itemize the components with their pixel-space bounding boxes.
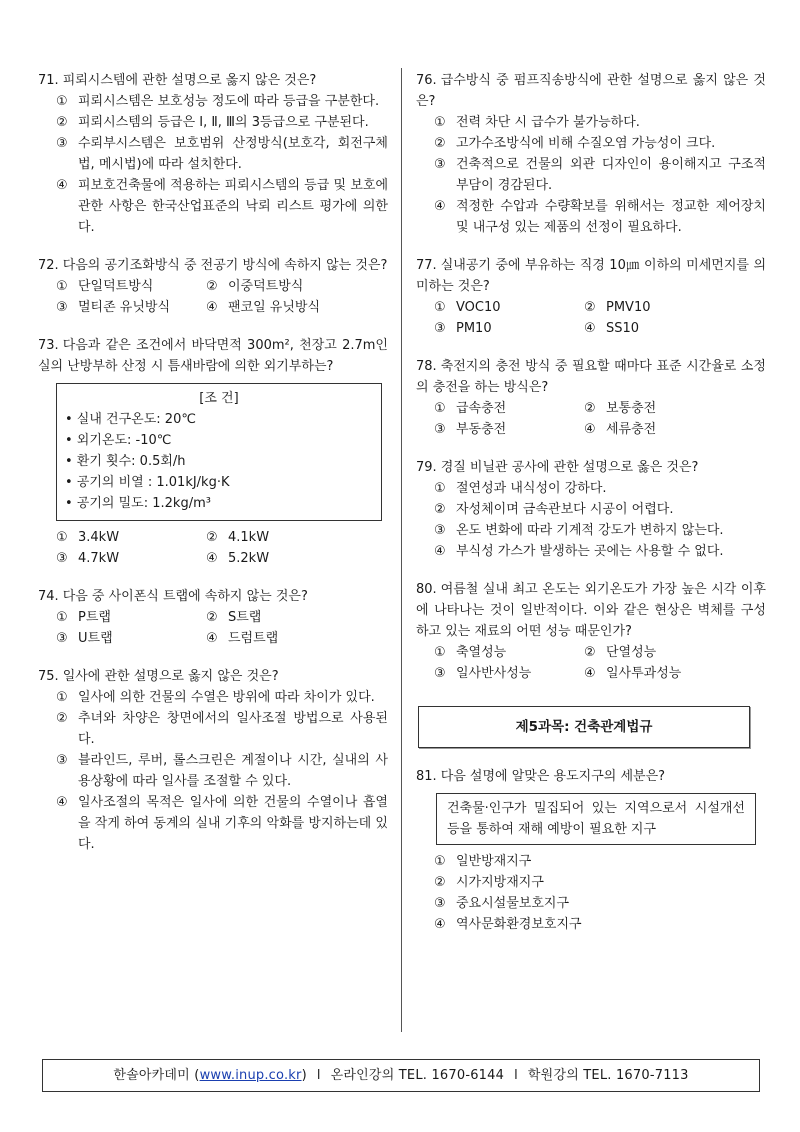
question-stem: 축전지의 충전 방식 중 필요할 때마다 표준 시간율로 소정의 충전을 하는 방식은? bbox=[416, 359, 766, 395]
question-text bbox=[416, 356, 766, 398]
option-text: 일사조절의 목적은 일사에 의한 건물의 수열이나 흡열을 작게 하여 동계의 실내 기후의 악화를 방지하는데 있다. bbox=[78, 795, 388, 852]
question-text bbox=[38, 255, 388, 276]
condition-item: • 공기의 밀도: 1.2kg/m³ bbox=[65, 496, 211, 511]
option-grid bbox=[56, 607, 388, 649]
option-mark: ④ bbox=[56, 795, 68, 810]
option-text: 전력 차단 시 급수가 불가능하다. bbox=[456, 115, 640, 130]
option-mark: ③ bbox=[434, 896, 446, 911]
option-text: 자성체이며 금속관보다 시공이 어렵다. bbox=[456, 502, 674, 517]
option-mark: ② bbox=[584, 401, 596, 416]
option[interactable] bbox=[584, 663, 734, 684]
question-text bbox=[38, 335, 388, 377]
option-mark: ④ bbox=[434, 199, 446, 214]
option-grid bbox=[434, 642, 766, 684]
option-text: 단열성능 bbox=[606, 645, 657, 660]
option-mark: ③ bbox=[434, 157, 446, 172]
separator: l bbox=[316, 1068, 321, 1083]
option[interactable] bbox=[56, 687, 388, 708]
option-mark: ① bbox=[56, 610, 68, 625]
option-mark: ③ bbox=[56, 300, 68, 315]
option-text: 멀티존 유닛방식 bbox=[78, 300, 171, 315]
question-number: 72. bbox=[38, 258, 59, 273]
right-column bbox=[416, 70, 766, 952]
question-78 bbox=[416, 356, 766, 440]
option-mark: ③ bbox=[434, 666, 446, 681]
option-mark: ③ bbox=[56, 136, 68, 151]
condition-item: • 공기의 비열 : 1.01kJ/kg·K bbox=[65, 475, 230, 490]
option-mark: ② bbox=[206, 530, 218, 545]
footer bbox=[42, 1059, 760, 1092]
option-text: 3.4kW bbox=[78, 530, 120, 545]
option-text: 고가수조방식에 비해 수질오염 가능성이 크다. bbox=[456, 136, 716, 151]
option-text: 온도 변화에 따라 기계적 강도가 변하지 않는다. bbox=[456, 523, 724, 538]
option[interactable] bbox=[206, 276, 356, 297]
option[interactable] bbox=[56, 175, 388, 238]
option-mark: ④ bbox=[434, 917, 446, 932]
option-text: 역사문화환경보호지구 bbox=[456, 917, 582, 932]
option[interactable] bbox=[56, 297, 206, 318]
condition-item: • 환기 횟수: 0.5회/h bbox=[65, 454, 186, 469]
option-list bbox=[434, 112, 766, 238]
question-72 bbox=[38, 255, 388, 318]
option-text: 이중덕트방식 bbox=[228, 279, 304, 294]
option[interactable] bbox=[434, 419, 584, 440]
option-mark: ③ bbox=[434, 523, 446, 538]
option-text: S트랩 bbox=[228, 610, 262, 625]
option-list bbox=[56, 91, 388, 238]
question-text bbox=[38, 586, 388, 607]
question-stem: 다음 중 사이폰식 트랩에 속하지 않는 것은? bbox=[62, 589, 308, 604]
option[interactable] bbox=[584, 297, 734, 318]
option-list bbox=[434, 478, 766, 562]
option-mark: ③ bbox=[434, 321, 446, 336]
question-number: 76. bbox=[416, 73, 437, 88]
option-list bbox=[434, 851, 766, 935]
option-text: 일반방재지구 bbox=[456, 854, 532, 869]
question-71 bbox=[38, 70, 388, 238]
option-text: P트랩 bbox=[78, 610, 111, 625]
option-mark: ④ bbox=[206, 631, 218, 646]
question-stem: 여름철 실내 최고 온도는 외기온도가 가장 높은 시각 이후에 나타나는 것이 일반적이다. 이와 같은 현상은 벽체를 구성하고 있는 재료의 어떤 성능 때문인가? bbox=[416, 582, 766, 639]
option-text: 세류충전 bbox=[606, 422, 657, 437]
option-text: 4.1kW bbox=[228, 530, 270, 545]
online-tel: 온라인강의 TEL. 1670-6144 bbox=[330, 1068, 505, 1083]
option[interactable] bbox=[584, 642, 734, 663]
option-text: 5.2kW bbox=[228, 551, 270, 566]
option-text: 중요시설물보호지구 bbox=[456, 896, 570, 911]
website-link[interactable]: www.inup.co.kr bbox=[199, 1068, 302, 1083]
option-grid bbox=[434, 398, 766, 440]
option-mark: ② bbox=[584, 645, 596, 660]
question-text bbox=[38, 666, 388, 687]
question-text bbox=[416, 579, 766, 642]
option-text: 건축적으로 건물의 외관 디자인이 용이해지고 구조적 부담이 경감된다. bbox=[456, 157, 766, 193]
left-column bbox=[38, 70, 388, 872]
question-number: 75. bbox=[38, 669, 59, 684]
option-mark: ③ bbox=[56, 753, 68, 768]
question-stem: 실내공기 중에 부유하는 직경 10㎛ 이하의 미세먼지를 의미하는 것은? bbox=[416, 258, 766, 294]
option-text: PMV10 bbox=[606, 300, 651, 315]
section-title: 제5과목: 건축관계법규 bbox=[418, 706, 750, 748]
option[interactable] bbox=[584, 398, 734, 419]
question-number: 73. bbox=[38, 338, 59, 353]
description-box: 건축물·인구가 밀집되어 있는 지역으로서 시설개선 등을 통하여 재해 예방이 필요한 지구 bbox=[436, 793, 756, 845]
question-79 bbox=[416, 457, 766, 562]
question-number: 78. bbox=[416, 359, 437, 374]
option-text: 시가지방재지구 bbox=[456, 875, 544, 890]
option[interactable] bbox=[56, 527, 206, 548]
option[interactable] bbox=[434, 318, 584, 339]
url-wrapper: (www.inup.co.kr) bbox=[189, 1068, 307, 1083]
option-mark: ④ bbox=[206, 300, 218, 315]
option[interactable] bbox=[434, 642, 584, 663]
question-number: 74. bbox=[38, 589, 59, 604]
question-text bbox=[416, 766, 766, 787]
question-stem: 경질 비닐관 공사에 관한 설명으로 옳은 것은? bbox=[440, 460, 699, 475]
question-number: 79. bbox=[416, 460, 437, 475]
option-text: 팬코일 유닛방식 bbox=[228, 300, 321, 315]
option-text: 블라인드, 루버, 롤스크린은 계절이나 시간, 실내의 사용상황에 따라 일사를 조절할 수 있다. bbox=[78, 753, 388, 789]
option-mark: ③ bbox=[56, 551, 68, 566]
condition-box bbox=[56, 383, 382, 521]
option-text: 급속충전 bbox=[456, 401, 507, 416]
option-grid bbox=[434, 297, 766, 339]
option[interactable] bbox=[56, 607, 206, 628]
question-stem: 다음 설명에 알맞은 용도지구의 세분은? bbox=[440, 769, 666, 784]
condition-title: [조 건] bbox=[199, 391, 239, 406]
option-text: U트랩 bbox=[78, 631, 113, 646]
option[interactable] bbox=[434, 154, 766, 196]
option-text: 일사에 의한 건물의 수열은 방위에 따라 차이가 있다. bbox=[78, 690, 375, 705]
option[interactable] bbox=[56, 276, 206, 297]
option[interactable] bbox=[584, 318, 734, 339]
option-text: 추녀와 차양은 창면에서의 일사조절 방법으로 사용된다. bbox=[78, 711, 388, 747]
option-text: SS10 bbox=[606, 321, 640, 336]
option-text: 일사투과성능 bbox=[606, 666, 682, 681]
option[interactable] bbox=[206, 607, 356, 628]
option[interactable] bbox=[584, 419, 734, 440]
option[interactable] bbox=[434, 478, 766, 499]
option[interactable] bbox=[206, 297, 356, 318]
option-mark: ④ bbox=[584, 321, 596, 336]
option[interactable] bbox=[56, 91, 388, 112]
option[interactable] bbox=[56, 112, 388, 133]
question-stem: 다음과 같은 조건에서 바닥면적 300m², 천장고 2.7m인 실의 난방부하 산정 시 틈새바람에 의한 외기부하는? bbox=[38, 338, 388, 374]
option[interactable] bbox=[56, 792, 388, 855]
academy-name: 한솔아카데미 bbox=[113, 1068, 190, 1083]
condition-item: • 외기온도: -10℃ bbox=[65, 433, 172, 448]
option-text: 드럼트랩 bbox=[228, 631, 279, 646]
option-mark: ④ bbox=[434, 544, 446, 559]
column-divider bbox=[401, 68, 402, 1032]
question-80 bbox=[416, 579, 766, 684]
option-grid bbox=[56, 527, 388, 569]
option[interactable] bbox=[434, 112, 766, 133]
question-number: 77. bbox=[416, 258, 437, 273]
option-text: 단일덕트방식 bbox=[78, 279, 154, 294]
question-75 bbox=[38, 666, 388, 855]
option[interactable] bbox=[206, 527, 356, 548]
option-text: 축열성능 bbox=[456, 645, 507, 660]
option-mark: ② bbox=[56, 115, 68, 130]
question-text bbox=[416, 457, 766, 478]
question-number: 81. bbox=[416, 769, 437, 784]
option-text: 수뢰부시스템은 보호범위 산정방식(보호각, 회전구체법, 메시법)에 따라 설치한다. bbox=[78, 136, 388, 172]
option-mark: ② bbox=[56, 711, 68, 726]
question-stem: 피뢰시스템에 관한 설명으로 옳지 않은 것은? bbox=[62, 73, 317, 88]
question-text bbox=[416, 70, 766, 112]
option-mark: ① bbox=[56, 279, 68, 294]
option[interactable] bbox=[206, 628, 356, 649]
option[interactable] bbox=[56, 133, 388, 175]
option-text: 피뢰시스템은 보호성능 정도에 따라 등급을 구분한다. bbox=[78, 94, 380, 109]
option-text: 보통충전 bbox=[606, 401, 657, 416]
question-81 bbox=[416, 766, 766, 935]
option[interactable] bbox=[434, 196, 766, 238]
question-stem: 급수방식 중 펌프직송방식에 관한 설명으로 옳지 않은 것은? bbox=[416, 73, 766, 109]
option-mark: ① bbox=[434, 645, 446, 660]
option[interactable] bbox=[434, 663, 584, 684]
option-mark: ① bbox=[434, 854, 446, 869]
option[interactable] bbox=[434, 893, 766, 914]
option[interactable] bbox=[434, 398, 584, 419]
option-text: VOC10 bbox=[456, 300, 501, 315]
option-mark: ① bbox=[56, 690, 68, 705]
question-73 bbox=[38, 335, 388, 569]
question-stem: 다음의 공기조화방식 중 전공기 방식에 속하지 않는 것은? bbox=[62, 258, 388, 273]
question-77 bbox=[416, 255, 766, 339]
question-stem: 일사에 관한 설명으로 옳지 않은 것은? bbox=[62, 669, 279, 684]
option[interactable] bbox=[434, 914, 766, 935]
option[interactable] bbox=[434, 520, 766, 541]
question-text bbox=[38, 70, 388, 91]
option[interactable] bbox=[206, 548, 356, 569]
option-mark: ② bbox=[206, 279, 218, 294]
option[interactable] bbox=[434, 872, 766, 893]
option-text: 부식성 가스가 발생하는 곳에는 사용할 수 없다. bbox=[456, 544, 724, 559]
separator: l bbox=[514, 1068, 518, 1083]
option-text: 부동충전 bbox=[456, 422, 507, 437]
option-mark: ② bbox=[434, 875, 446, 890]
option-mark: ③ bbox=[434, 422, 446, 437]
question-number: 80. bbox=[416, 582, 437, 597]
option-text: 절연성과 내식성이 강하다. bbox=[456, 481, 607, 496]
option-mark: ② bbox=[584, 300, 596, 315]
option[interactable] bbox=[434, 297, 584, 318]
option-grid bbox=[56, 276, 388, 318]
option-mark: ① bbox=[434, 300, 446, 315]
question-76 bbox=[416, 70, 766, 238]
option-mark: ① bbox=[434, 481, 446, 496]
option-mark: ① bbox=[434, 401, 446, 416]
option-mark: ③ bbox=[56, 631, 68, 646]
option-mark: ① bbox=[56, 530, 68, 545]
option-mark: ① bbox=[434, 115, 446, 130]
option-mark: ② bbox=[434, 136, 446, 151]
option-mark: ④ bbox=[584, 422, 596, 437]
option-text: 피뢰시스템의 등급은 Ⅰ, Ⅱ, Ⅲ의 3등급으로 구분된다. bbox=[78, 115, 369, 130]
option-mark: ② bbox=[206, 610, 218, 625]
option-list bbox=[56, 687, 388, 855]
option-text: PM10 bbox=[456, 321, 492, 336]
question-74 bbox=[38, 586, 388, 649]
option-text: 4.7kW bbox=[78, 551, 120, 566]
option[interactable] bbox=[434, 851, 766, 872]
option-mark: ② bbox=[434, 502, 446, 517]
option-text: 적정한 수압과 수량확보를 위해서는 정교한 제어장치 및 내구성 있는 제품의 선정이 필요하다. bbox=[456, 199, 766, 235]
option[interactable] bbox=[56, 708, 388, 750]
question-text bbox=[416, 255, 766, 297]
option-mark: ① bbox=[56, 94, 68, 109]
option[interactable] bbox=[434, 499, 766, 520]
option[interactable] bbox=[56, 548, 206, 569]
option-text: 일사반사성능 bbox=[456, 666, 532, 681]
offline-tel: 학원강의 TEL. 1670-7113 bbox=[527, 1068, 689, 1083]
option[interactable] bbox=[56, 628, 206, 649]
option[interactable] bbox=[434, 133, 766, 154]
option[interactable] bbox=[56, 750, 388, 792]
option-mark: ④ bbox=[206, 551, 218, 566]
option[interactable] bbox=[434, 541, 766, 562]
question-number: 71. bbox=[38, 73, 59, 88]
condition-item: • 실내 건구온도: 20℃ bbox=[65, 412, 196, 427]
option-mark: ④ bbox=[584, 666, 596, 681]
option-text: 피보호건축물에 적용하는 피뢰시스템의 등급 및 보호에 관한 사항은 한국산업표준의 낙뢰 리스트 평가에 의한다. bbox=[78, 178, 388, 235]
option-mark: ④ bbox=[56, 178, 68, 193]
